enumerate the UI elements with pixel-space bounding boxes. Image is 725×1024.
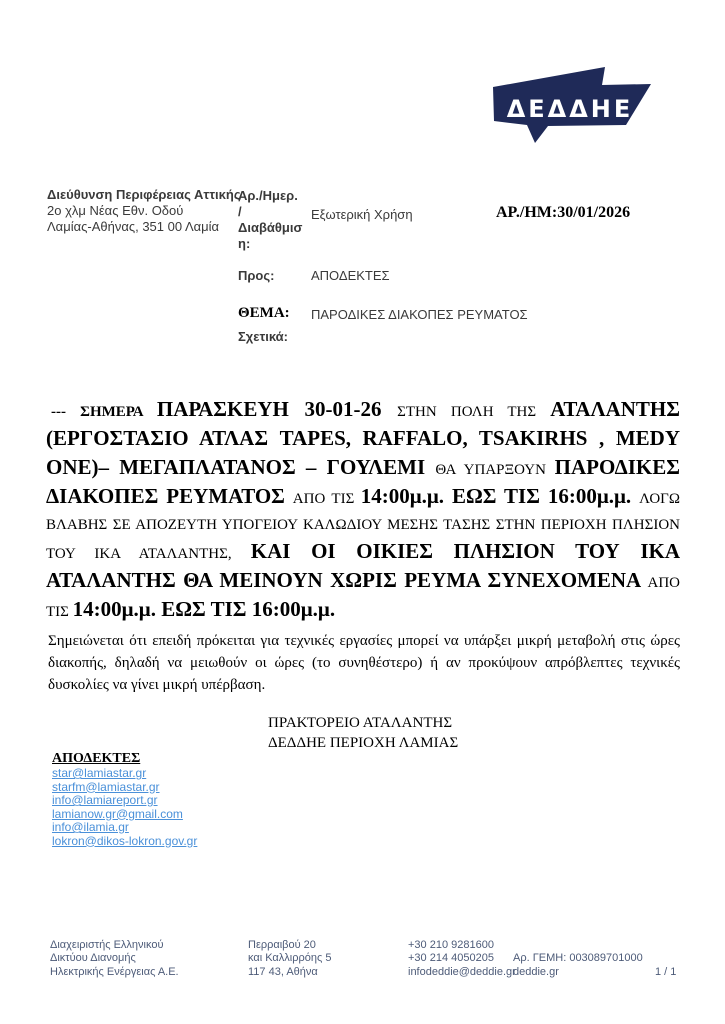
footer-address-line: Περραιβού 20 xyxy=(248,939,316,951)
email-link[interactable]: lamianow.gr@gmail.com xyxy=(52,806,183,821)
announcement-paragraph xyxy=(46,396,680,625)
announcement-run: ΠΑΡΑΣΚΕΥΗ 30-01-26 xyxy=(156,397,398,421)
recipients-heading: ΑΠΟΔΕΚΤΕΣ xyxy=(52,751,141,766)
announcement-run: ΑΠΟ ΤΙΣ xyxy=(46,575,680,620)
footer-address xyxy=(248,939,331,979)
note-paragraph: Σημειώνεται ότι επειδή πρόκειται για τεχνικές εργασίες μπορεί να υπάρξει μικρή μεταβολή στις ώρες διακοπής, δηλαδή να μειωθούν οι ώρες (το συνηθέστερο) ή αν προκύψουν απρόβλεπτες τεχνικές δυσκολίες να γίνει μικρή υπέρβαση. xyxy=(48,633,680,693)
email-link[interactable]: star@lamiastar.gr xyxy=(52,766,147,780)
signature-office: ΠΡΑΚΤΟΡΕΙΟ ΑΤΑΛΑΝΤΗΣ xyxy=(268,715,453,731)
to-label: Προς: xyxy=(238,268,275,283)
page-number: 1 / 1 xyxy=(655,965,677,978)
email-link[interactable]: info@ilamia.gr xyxy=(52,820,129,834)
footer-contact xyxy=(408,939,516,979)
footer-contact-line: +30 210 9281600 xyxy=(408,939,494,951)
signature-region: ΔΕΔΔΗΕ ΠΕΡΙΟΧΗ ΛΑΜΙΑΣ xyxy=(268,735,459,751)
footer-registry xyxy=(513,952,643,979)
footer-company-line: Ηλεκτρικής Ενέργειας Α.Ε. xyxy=(50,965,179,978)
footer-address-line: και Καλλιρρόης 5 xyxy=(248,952,332,965)
footer-company-line: Διαχειριστής Ελληνικού xyxy=(50,939,164,951)
footer-registry-line: Αρ. ΓΕΜΗ: 003089701000 xyxy=(513,952,643,965)
deddie-logo xyxy=(487,58,657,150)
to-value: ΑΠΟΔΕΚΤΕΣ xyxy=(311,268,390,283)
announcement-run: 14:00μ.μ. ΕΩΣ ΤΙΣ 16:00μ.μ. xyxy=(360,484,640,508)
announcement-run: 14:00μ.μ. ΕΩΣ ΤΙΣ 16:00μ.μ. xyxy=(72,597,336,621)
footer-contact-line: infodeddie@deddie.gr xyxy=(408,965,516,978)
department-address-line2: Λαμίας-Αθήνας, 351 00 Λαμία xyxy=(47,219,220,234)
department-address-line1: 2ο χλμ Νέας Εθν. Οδού xyxy=(47,203,184,218)
footer-company xyxy=(50,939,179,979)
ref-classification-value: Εξωτερική Χρήση xyxy=(311,207,413,222)
announcement-run: ΘΑ ΥΠΑΡΞΟΥΝ xyxy=(435,462,555,478)
announcement-run: ΣΤΗΝ ΠΟΛΗ ΤΗΣ xyxy=(397,404,551,420)
announcement-run: ΛΟΓΩ ΒΛΑΒΗΣ ΣΕ ΑΠΟΖΕΥΤΗ ΥΠΟΓΕΙΟΥ ΚΑΛΩΔΙΟΥ ΜΕΣΗΣ ΤΑΣΗΣ ΣΤΗΝ ΠΕΡΙΟΧΗ ΠΛΗΣΙΟΝ ΤΟΥ ΙΚΑ ΑΤΑΛΑΝΤΗΣ, xyxy=(46,491,680,562)
signature-block xyxy=(268,713,458,753)
department-block xyxy=(47,187,247,235)
footer-address-line: 117 43, Αθήνα xyxy=(248,965,318,978)
logo-text: ΔΕΔΔΗΕ xyxy=(506,95,634,123)
footer-contact-line: +30 214 4050205 xyxy=(408,952,494,965)
announcement-run: ΚΑΙ ΟΙ ΟΙΚΙΕΣ ΠΛΗΣΙΟΝ ΤΟΥ ΙΚΑ ΑΤΑΛΑΝΤΗΣ ΘΑ ΜΕΙΝΟΥΝ ΧΩΡΙΣ ΡΕΥΜΑ ΣΥΝΕΧΟΜΕΝΑ xyxy=(46,539,680,592)
announcement-run: ΑΤΑΛΑΝΤΗΣ (ΕΡΓΟΣΤΑΣΙΟ ΑΤΛΑΣ TAPES, RAFFALO, TSAKIRHS , MEDY ONE)– ΜΕΓΑΠΛΑΤΑΝΟΣ – ΓΟΥΛΕΜΙ xyxy=(46,397,680,479)
related-label: Σχετικά: xyxy=(238,329,289,344)
department-title: Διεύθυνση Περιφέρειας Αττικής xyxy=(47,187,241,202)
protocol-number: ΑΡ./ΗΜ:30/01/2026 xyxy=(496,204,631,221)
announcement-run: --- ΣΗΜΕΡΑ xyxy=(51,404,157,420)
subject-label: ΘΕΜΑ: xyxy=(238,305,290,321)
recipients-email-list xyxy=(52,767,197,848)
footer-registry-line: deddie.gr xyxy=(513,965,559,978)
footer-company-line: Δικτύου Διανομής xyxy=(50,952,136,965)
email-link[interactable]: lokron@dikos-lokron.gov.gr xyxy=(52,833,198,848)
email-link[interactable]: starfm@lamiastar.gr xyxy=(52,779,160,794)
announcement-run: ΑΠΟ ΤΙΣ xyxy=(292,491,361,507)
email-link[interactable]: info@lamiareport.gr xyxy=(52,793,158,807)
announcement-run: ΠΑΡΟΔΙΚΕΣ ΔΙΑΚΟΠΕΣ ΡΕΥΜΑΤΟΣ xyxy=(46,455,680,508)
ref-classification-label: Αρ./Ημερ. / Διαβάθμιση: xyxy=(238,188,303,251)
subject-value: ΠΑΡΟΔΙΚΕΣ ΔΙΑΚΟΠΕΣ ΡΕΥΜΑΤΟΣ xyxy=(311,307,528,322)
